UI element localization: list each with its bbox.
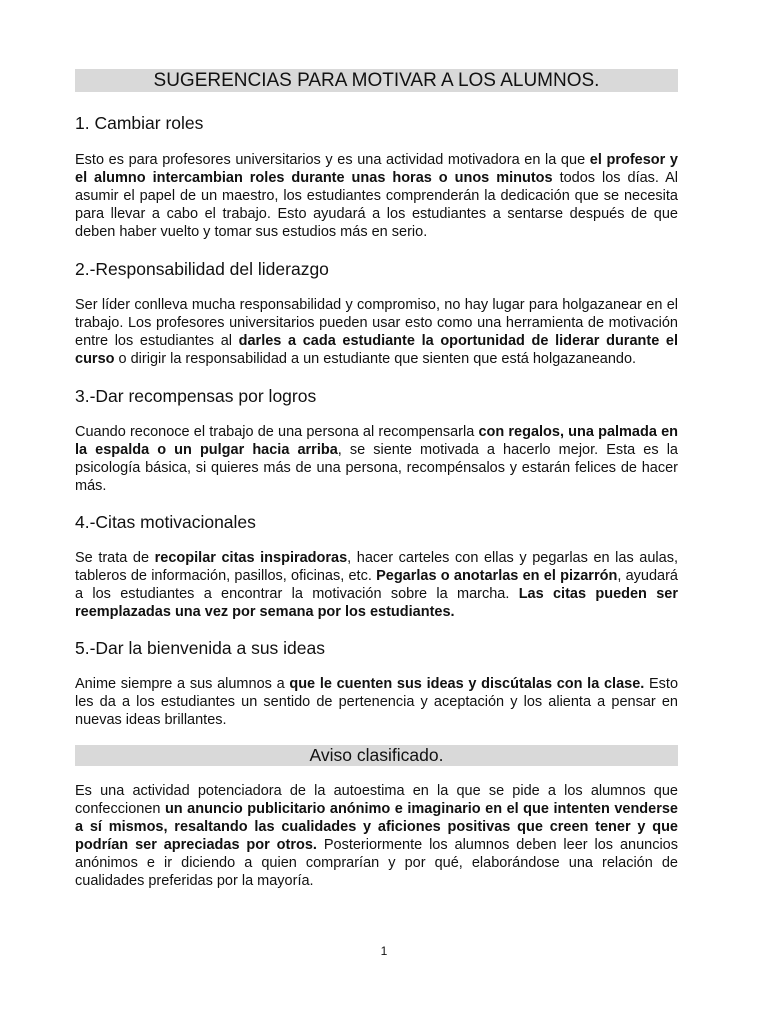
- section-paragraph: [75, 423, 678, 495]
- section-paragraph: [75, 151, 678, 241]
- document-content: [75, 69, 678, 890]
- text-run: Esto les da a los estudiantes un sentido de pertenencia y aceptación y los alienta a pensar en nuevas ideas brillantes.: [75, 676, 679, 728]
- bold-text-run: con regalos, una palmada en la espalda o un pulgar hacia arriba: [75, 424, 678, 458]
- section-heading: 3.-Dar recompensas por logros: [75, 386, 317, 406]
- section-paragraph: [75, 549, 678, 621]
- bold-text-run: Pegarlas o anotarlas en el pizarrón: [376, 568, 618, 584]
- section-heading: 4.-Citas motivacionales: [75, 512, 256, 532]
- text-run: Esto es para profesores universitarios y es una actividad motivadora en la que: [75, 152, 590, 168]
- final-paragraph: [75, 782, 678, 890]
- page-number: 1: [380, 944, 388, 958]
- section-title-aviso: Aviso clasificado.: [75, 745, 678, 766]
- bold-text-run: Las citas pueden ser reemplazadas una vez por semana por los estudiantes.: [75, 586, 678, 620]
- bold-text-run: el profesor y el alumno intercambian roles durante unas horas o unos minutos: [75, 152, 678, 186]
- bold-text-run: un anuncio publicitario anónimo e imaginario en el que intenten venderse a sí mismos, resaltando las cualidades y aficiones positivas que creen tener y que podrían ser apreciadas por otros.: [75, 801, 678, 853]
- text-run: Cuando reconoce el trabajo de una persona al recompensarla: [75, 424, 479, 440]
- text-run: , ayudará a los estudiantes a encontrar la motivación sobre la marcha.: [75, 568, 678, 602]
- text-run: , se siente motivada a hacerlo mejor. Esta es la psicología básica, si quieres más de una persona, recompénsalos y estarán felices de hacer más.: [75, 442, 678, 494]
- bold-text-run: recopilar citas inspiradoras: [154, 550, 348, 566]
- text-run: Es una actividad potenciadora de la autoestima en la que se pide a los alumnos que confeccionen: [75, 783, 678, 817]
- text-run: todos los días. Al asumir el papel de un maestro, los estudiantes comprenderán la dedicación que se necesita para llevar a cabo el trabajo. Esto ayudará a los estudiantes a sentarse después de que deben haber vuelto y tomar sus estudios más en serio.: [75, 170, 678, 240]
- section-paragraph: [75, 296, 678, 368]
- text-run: Posteriormente los alumnos deben leer los anuncios anónimos e ir diciendo a quien comprarían y por qué, elaborándose una relación de cualidades preferidas por la mayoría.: [75, 837, 678, 889]
- bold-text-run: que le cuenten sus ideas y discútalas con la clase.: [289, 676, 645, 692]
- text-run: , hacer carteles con ellas y pegarlas en las aulas, tableros de información, pasillos, oficinas, etc.: [75, 550, 678, 584]
- page-title: SUGERENCIAS PARA MOTIVAR A LOS ALUMNOS.: [75, 69, 678, 92]
- text-run: o dirigir la responsabilidad a un estudiante que sienten que está holgazaneando.: [114, 351, 637, 367]
- section-heading: 2.-Responsabilidad del liderazgo: [75, 259, 329, 279]
- section-heading: 5.-Dar la bienvenida a sus ideas: [75, 638, 326, 658]
- text-run: Se trata de: [75, 550, 155, 566]
- section-heading: 1. Cambiar roles: [75, 113, 204, 133]
- bold-text-run: darles a cada estudiante la oportunidad de liderar durante el curso: [75, 333, 678, 367]
- section-paragraph: [75, 675, 678, 729]
- text-run: Anime siempre a sus alumnos a: [75, 676, 290, 692]
- text-run: Ser líder conlleva mucha responsabilidad y compromiso, no hay lugar para holgazanear en el trabajo. Los profesores universitarios pueden usar esto como una herramienta de motivación entre los estudiantes al: [75, 297, 678, 349]
